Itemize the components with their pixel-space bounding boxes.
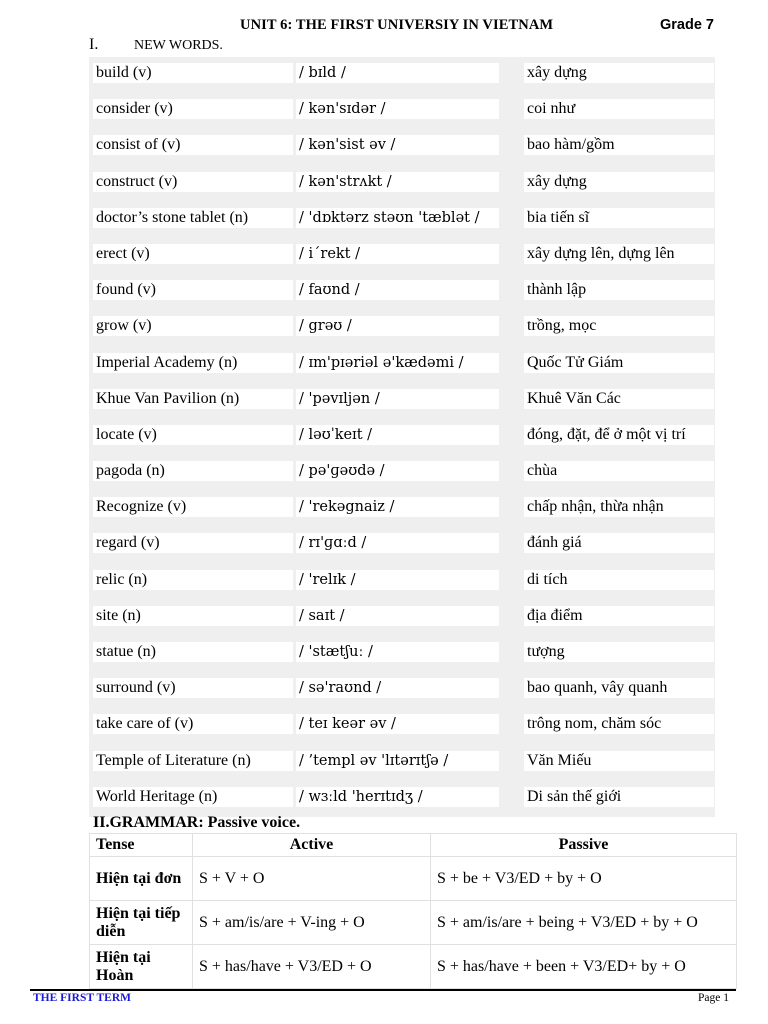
vocab-meaning: Khuê Văn Các [524, 389, 714, 409]
vocab-word: doctor’s stone tablet (n) [93, 208, 293, 228]
vocab-word: Khue Van Pavilion (n) [93, 389, 293, 409]
vocab-word: locate (v) [93, 425, 293, 445]
vocab-row [89, 600, 715, 636]
vocab-row [89, 238, 715, 274]
vocab-word: consider (v) [93, 99, 293, 119]
vocab-meaning: Quốc Tử Giám [524, 353, 714, 373]
vocab-row [89, 527, 715, 563]
vocab-row [89, 310, 715, 346]
vocab-word: Imperial Academy (n) [93, 353, 293, 373]
vocab-meaning: coi như [524, 99, 714, 119]
vocab-word: pagoda (n) [93, 461, 293, 481]
vocab-ipa: / 'stætʃuː / [296, 642, 499, 662]
vocab-meaning: đóng, đặt, để ở một vị trí [524, 425, 714, 445]
vocab-row [89, 455, 715, 491]
grammar-header-row [90, 834, 737, 857]
vocab-ipa: / bɪld / [296, 63, 499, 83]
vocab-ipa: / 'dɒktərz stəʊn 'tæblət / [296, 208, 499, 228]
vocab-meaning: đánh giá [524, 533, 714, 553]
vocab-meaning: thành lập [524, 280, 714, 300]
vocab-meaning: Văn Miếu [524, 751, 714, 771]
vocab-word: site (n) [93, 606, 293, 626]
vocab-row [89, 564, 715, 600]
vocab-word: surround (v) [93, 678, 293, 698]
vocab-meaning: di tích [524, 570, 714, 590]
vocab-row [89, 129, 715, 165]
passive-cell: S + am/is/are + being + V3/ED + by + O [431, 901, 737, 945]
section-number: I. [89, 36, 99, 53]
grade-label: Grade 7 [660, 17, 714, 33]
section-title: NEW WORDS. [134, 38, 223, 53]
vocab-meaning: trồng, mọc [524, 316, 714, 336]
grammar-row [90, 857, 737, 901]
vocab-word: found (v) [93, 280, 293, 300]
vocab-word: Recognize (v) [93, 497, 293, 517]
vocab-meaning: bao hàm/gồm [524, 135, 714, 155]
tense-cell: Hiện tại tiếp diễn [90, 901, 193, 945]
footer-term: THE FIRST TERM [33, 992, 131, 1004]
vocab-row [89, 491, 715, 527]
vocab-row [89, 166, 715, 202]
vocab-word: erect (v) [93, 244, 293, 264]
grammar-table [89, 833, 737, 989]
active-cell: S + V + O [193, 857, 431, 901]
tense-cell: Hiện tại Hoàn [90, 945, 193, 989]
tense-cell: Hiện tại đơn [90, 857, 193, 901]
vocab-word: build (v) [93, 63, 293, 83]
vocab-meaning: xây dựng [524, 63, 714, 83]
footer-divider [30, 989, 736, 991]
vocab-ipa: / i΄rekt / [296, 244, 499, 264]
vocab-meaning: địa điểm [524, 606, 714, 626]
vocab-word: consist of (v) [93, 135, 293, 155]
vocab-ipa: / kən'strʌkt / [296, 172, 499, 192]
passive-cell: S + has/have + been + V3/ED+ by + O [431, 945, 737, 989]
vocab-row [89, 57, 715, 93]
vocab-word: regard (v) [93, 533, 293, 553]
vocab-ipa: / kən'sist əv / [296, 135, 499, 155]
page-number: Page 1 [698, 992, 729, 1004]
active-cell: S + has/have + V3/ED + O [193, 945, 431, 989]
vocab-ipa: / teɪ keər əv / [296, 714, 499, 734]
vocab-row [89, 419, 715, 455]
vocab-ipa: / ləʊˈkeɪt / [296, 425, 499, 445]
vocab-row [89, 745, 715, 781]
vocab-ipa: / kən'sɪdər / [296, 99, 499, 119]
vocab-row [89, 636, 715, 672]
active-cell: S + am/is/are + V-ing + O [193, 901, 431, 945]
header-active: Active [193, 834, 431, 857]
vocab-ipa: / 'relɪk / [296, 570, 499, 590]
vocab-ipa: / ɪm'pɪəriəl ə'kædəmi / [296, 353, 499, 373]
unit-title: UNIT 6: THE FIRST UNIVERSIY IN VIETNAM [240, 17, 554, 33]
vocab-meaning: bia tiến sĩ [524, 208, 714, 228]
vocab-meaning: trông nom, chăm sóc [524, 714, 714, 734]
vocab-ipa: / rɪ'ɡɑːd / [296, 533, 499, 553]
vocab-row [89, 202, 715, 238]
grammar-row [90, 945, 737, 989]
vocab-ipa: / grəʊ / [296, 316, 499, 336]
page-header [0, 17, 768, 37]
vocab-meaning: chấp nhận, thừa nhận [524, 497, 714, 517]
vocab-meaning: xây dựng [524, 172, 714, 192]
vocab-meaning: chùa [524, 461, 714, 481]
vocab-word: World Heritage (n) [93, 787, 293, 807]
vocab-word: statue (n) [93, 642, 293, 662]
vocab-word: take care of (v) [93, 714, 293, 734]
vocab-ipa: / ’templ əv 'lɪtərɪtʃə / [296, 751, 499, 771]
vocab-row [89, 347, 715, 383]
vocab-row [89, 781, 715, 817]
vocab-ipa: / faʊnd / [296, 280, 499, 300]
vocab-word: construct (v) [93, 172, 293, 192]
vocab-row [89, 708, 715, 744]
vocab-row [89, 274, 715, 310]
grammar-row [90, 901, 737, 945]
vocab-meaning: tượng [524, 642, 714, 662]
vocab-ipa: / wɜːld 'herɪtɪdʒ / [296, 787, 499, 807]
vocab-ipa: / sə'raʊnd / [296, 678, 499, 698]
vocab-word: grow (v) [93, 316, 293, 336]
vocab-row [89, 93, 715, 129]
vocab-row [89, 672, 715, 708]
vocab-row [89, 383, 715, 419]
header-passive: Passive [431, 834, 737, 857]
vocab-word: relic (n) [93, 570, 293, 590]
vocab-meaning: Di sản thế giới [524, 787, 714, 807]
vocab-ipa: / pə'ɡəʊdə / [296, 461, 499, 481]
vocabulary-table [89, 57, 715, 817]
vocab-ipa: / 'pəvɪljən / [296, 389, 499, 409]
header-tense: Tense [90, 834, 193, 857]
passive-cell: S + be + V3/ED + by + O [431, 857, 737, 901]
section-new-words-heading [89, 36, 223, 54]
vocab-ipa: / saɪt / [296, 606, 499, 626]
grammar-heading: II.GRAMMAR: Passive voice. [93, 814, 301, 831]
vocab-meaning: bao quanh, vây quanh [524, 678, 714, 698]
vocab-ipa: / 'rekəgnaiz / [296, 497, 499, 517]
vocab-meaning: xây dựng lên, dựng lên [524, 244, 714, 264]
vocab-word: Temple of Literature (n) [93, 751, 293, 771]
